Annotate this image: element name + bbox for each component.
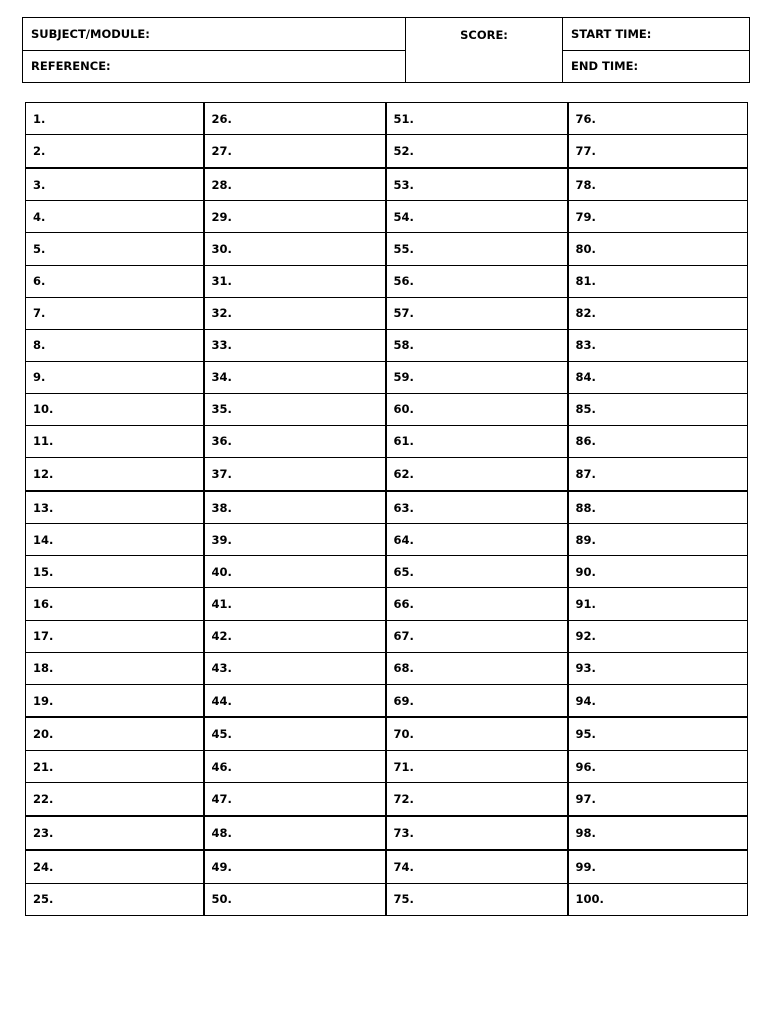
answer-cell[interactable] (26, 265, 204, 297)
answer-number: 30. (211, 242, 232, 256)
answer-number: 95. (575, 727, 596, 742)
answer-cell[interactable] (386, 620, 568, 652)
answer-number: 34. (211, 370, 232, 385)
answer-cell[interactable] (568, 783, 748, 816)
answer-cell[interactable] (204, 556, 386, 588)
answer-row (26, 265, 748, 297)
answer-number: 26. (211, 111, 232, 126)
answer-number: 25. (33, 892, 54, 907)
answer-number: 94. (575, 693, 596, 708)
answer-number: 84. (575, 370, 596, 385)
answer-cell[interactable] (204, 297, 386, 329)
answer-cell[interactable] (26, 751, 204, 783)
answer-row (26, 103, 748, 135)
answer-number: 52. (393, 143, 414, 158)
answer-number: 79. (575, 209, 596, 224)
answer-cell[interactable] (204, 717, 386, 750)
answer-number: 5. (33, 242, 46, 256)
answer-cell[interactable] (568, 201, 748, 233)
answer-number: 75. (393, 892, 414, 907)
answer-cell[interactable] (204, 620, 386, 652)
answer-cell[interactable] (386, 297, 568, 329)
end-time-field[interactable] (563, 50, 750, 83)
answer-number: 60. (393, 402, 414, 417)
answer-cell[interactable] (26, 850, 204, 883)
answer-number: 43. (211, 661, 232, 676)
answer-cell[interactable] (568, 588, 748, 620)
reference-label: REFERENCE: (31, 59, 111, 74)
answer-cell[interactable] (26, 201, 204, 233)
answer-number: 28. (211, 177, 232, 192)
answer-cell[interactable] (204, 329, 386, 361)
answer-cell[interactable] (204, 816, 386, 850)
start-time-label: START TIME: (571, 26, 652, 41)
answer-number: 53. (393, 177, 414, 192)
answer-cell[interactable] (204, 168, 386, 201)
answer-cell[interactable] (26, 168, 204, 201)
answer-number: 65. (393, 564, 414, 579)
answer-cell[interactable] (26, 297, 204, 329)
answer-cell[interactable] (204, 652, 386, 684)
answer-row (26, 816, 748, 850)
answer-row (26, 556, 748, 588)
answer-number: 73. (393, 825, 414, 840)
answer-row (26, 783, 748, 816)
answer-cell[interactable] (568, 620, 748, 652)
answer-cell[interactable] (204, 425, 386, 457)
answer-cell[interactable] (204, 265, 386, 297)
answer-number: 40. (211, 564, 232, 579)
answer-cell[interactable] (386, 103, 568, 135)
start-time-field[interactable] (563, 18, 750, 51)
answer-row (26, 652, 748, 684)
answer-cell[interactable] (386, 233, 568, 265)
answer-number: 63. (393, 500, 414, 515)
answer-number: 49. (211, 859, 232, 874)
answer-number: 37. (211, 466, 232, 481)
answer-cell[interactable] (204, 233, 386, 265)
answer-number: 85. (575, 402, 596, 417)
answer-row (26, 684, 748, 717)
answer-number: 17. (33, 629, 54, 644)
answer-cell[interactable] (568, 850, 748, 883)
answer-number: 87. (575, 466, 596, 481)
answer-cell[interactable] (568, 135, 748, 168)
answer-cell[interactable] (26, 684, 204, 717)
answer-cell[interactable] (568, 265, 748, 297)
answer-row (26, 297, 748, 329)
answer-cell[interactable] (26, 783, 204, 816)
answer-number: 7. (33, 306, 46, 321)
answer-cell[interactable] (386, 524, 568, 556)
answer-cell[interactable] (386, 201, 568, 233)
answer-number: 32. (211, 306, 232, 321)
answer-cell[interactable] (386, 135, 568, 168)
header-table (22, 17, 750, 83)
answer-cell[interactable] (26, 556, 204, 588)
answer-cell[interactable] (26, 524, 204, 556)
header-row-2 (23, 50, 750, 83)
answer-number: 47. (211, 791, 232, 806)
answer-number: 9. (33, 370, 46, 385)
answer-cell[interactable] (386, 393, 568, 425)
answer-cell[interactable] (204, 524, 386, 556)
answer-cell[interactable] (26, 425, 204, 457)
answer-number: 69. (393, 693, 414, 708)
answer-row (26, 491, 748, 524)
answer-cell[interactable] (386, 816, 568, 850)
answer-number: 77. (575, 143, 596, 158)
answer-number: 13. (33, 500, 54, 515)
answer-number: 2. (33, 143, 46, 158)
answer-number: 11. (33, 434, 54, 449)
answer-cell[interactable] (568, 524, 748, 556)
answer-row (26, 393, 748, 425)
answer-number: 6. (33, 274, 46, 289)
answer-number: 18. (33, 661, 54, 676)
answer-number: 74. (393, 859, 414, 874)
answer-number: 78. (575, 177, 596, 192)
answer-number: 100. (575, 892, 604, 907)
answer-cell[interactable] (386, 717, 568, 750)
subject-module-field[interactable] (23, 18, 406, 51)
answer-number: 96. (575, 759, 596, 774)
answer-row (26, 135, 748, 168)
answer-cell[interactable] (386, 491, 568, 524)
answer-cell[interactable] (204, 751, 386, 783)
answer-cell[interactable] (568, 297, 748, 329)
answer-number: 20. (33, 727, 54, 742)
answer-number: 92. (575, 629, 596, 644)
answer-row (26, 458, 748, 491)
answer-row (26, 425, 748, 457)
answer-cell[interactable] (568, 751, 748, 783)
answer-cell[interactable] (568, 652, 748, 684)
answer-number: 71. (393, 759, 414, 774)
answer-number: 99. (575, 859, 596, 874)
answer-cell[interactable] (386, 588, 568, 620)
answer-number: 36. (211, 434, 232, 449)
answer-cell[interactable] (204, 201, 386, 233)
answer-cell[interactable] (386, 168, 568, 201)
answer-number: 56. (393, 274, 414, 289)
answer-cell[interactable] (26, 652, 204, 684)
answer-number: 3. (33, 177, 46, 192)
answer-number: 91. (575, 597, 596, 612)
answer-number: 38. (211, 500, 232, 515)
answer-number: 42. (211, 629, 232, 644)
answer-cell[interactable] (204, 883, 386, 915)
answer-number: 93. (575, 661, 596, 676)
answer-cell[interactable] (204, 361, 386, 393)
answer-row (26, 329, 748, 361)
answer-number: 82. (575, 306, 596, 321)
answer-number: 89. (575, 532, 596, 547)
answer-cell[interactable] (568, 458, 748, 491)
answer-number: 51. (393, 111, 414, 126)
answer-number: 19. (33, 693, 54, 708)
answer-number: 44. (211, 693, 232, 708)
answer-cell[interactable] (204, 783, 386, 816)
answer-number: 88. (575, 500, 596, 515)
answer-number: 35. (211, 402, 232, 417)
answer-cell[interactable] (568, 816, 748, 850)
answer-cell[interactable] (26, 491, 204, 524)
answer-cell[interactable] (204, 458, 386, 491)
answer-cell[interactable] (568, 684, 748, 717)
answer-number: 1. (33, 111, 46, 126)
answer-cell[interactable] (26, 361, 204, 393)
answer-number: 22. (33, 791, 54, 806)
answer-row (26, 201, 748, 233)
answer-cell[interactable] (26, 588, 204, 620)
answer-number: 24. (33, 859, 54, 874)
answer-cell[interactable] (26, 458, 204, 491)
answer-number: 29. (211, 209, 232, 224)
answer-number: 70. (393, 727, 414, 742)
answer-cell[interactable] (26, 233, 204, 265)
answer-cell[interactable] (568, 329, 748, 361)
answer-cell[interactable] (568, 717, 748, 750)
answer-number: 27. (211, 143, 232, 158)
answer-cell[interactable] (26, 883, 204, 915)
answer-row (26, 620, 748, 652)
answer-cell[interactable] (26, 103, 204, 135)
score-label: SCORE: (460, 28, 508, 42)
answer-number: 83. (575, 338, 596, 353)
answer-number: 55. (393, 242, 414, 256)
answer-table-body (26, 103, 748, 916)
answer-cell[interactable] (386, 329, 568, 361)
answer-cell[interactable] (204, 103, 386, 135)
answer-cell[interactable] (386, 458, 568, 491)
answer-row (26, 168, 748, 201)
answer-cell[interactable] (26, 620, 204, 652)
answer-row (26, 361, 748, 393)
answer-number: 57. (393, 306, 414, 321)
answer-row (26, 588, 748, 620)
answer-cell[interactable] (204, 588, 386, 620)
answer-number: 41. (211, 597, 232, 612)
answer-row (26, 233, 748, 265)
answer-cell[interactable] (568, 883, 748, 915)
answer-row (26, 717, 748, 750)
answer-row (26, 883, 748, 915)
answer-cell[interactable] (26, 135, 204, 168)
answer-cell[interactable] (26, 717, 204, 750)
answer-cell[interactable] (568, 103, 748, 135)
answer-number: 14. (33, 532, 54, 547)
answer-row (26, 751, 748, 783)
answer-number: 54. (393, 209, 414, 224)
answer-cell[interactable] (204, 393, 386, 425)
answer-cell[interactable] (26, 393, 204, 425)
answer-number: 12. (33, 466, 54, 481)
answer-number: 46. (211, 759, 232, 774)
answer-number: 62. (393, 466, 414, 481)
answer-cell[interactable] (386, 684, 568, 717)
answer-number: 61. (393, 434, 414, 449)
answer-cell[interactable] (26, 329, 204, 361)
answer-cell[interactable] (386, 361, 568, 393)
score-field[interactable] (406, 18, 563, 83)
answer-cell[interactable] (204, 135, 386, 168)
answer-number: 97. (575, 791, 596, 806)
answer-number: 98. (575, 825, 596, 840)
answer-table (25, 102, 748, 916)
reference-field[interactable] (23, 50, 406, 83)
answer-number: 80. (575, 242, 596, 256)
answer-number: 68. (393, 661, 414, 676)
answer-number: 81. (575, 274, 596, 289)
answer-cell[interactable] (26, 816, 204, 850)
answer-cell[interactable] (204, 850, 386, 883)
answer-number: 58. (393, 338, 414, 353)
answer-cell[interactable] (568, 233, 748, 265)
answer-number: 8. (33, 338, 46, 353)
answer-cell[interactable] (568, 168, 748, 201)
answer-cell[interactable] (386, 751, 568, 783)
answer-row (26, 524, 748, 556)
answer-number: 86. (575, 434, 596, 449)
answer-number: 67. (393, 629, 414, 644)
answer-number: 31. (211, 274, 232, 289)
answer-number: 66. (393, 597, 414, 612)
subject-module-label: SUBJECT/MODULE: (31, 26, 150, 41)
answer-number: 64. (393, 532, 414, 547)
answer-cell[interactable] (386, 652, 568, 684)
answer-number: 33. (211, 338, 232, 353)
answer-cell[interactable] (386, 265, 568, 297)
header-row-1 (23, 18, 750, 51)
answer-cell[interactable] (204, 684, 386, 717)
answer-number: 59. (393, 370, 414, 385)
answer-cell[interactable] (568, 491, 748, 524)
answer-number: 4. (33, 209, 46, 224)
answer-cell[interactable] (204, 491, 386, 524)
answer-cell[interactable] (386, 556, 568, 588)
answer-cell[interactable] (568, 361, 748, 393)
end-time-label: END TIME: (571, 59, 639, 74)
answer-number: 15. (33, 564, 54, 579)
answer-number: 16. (33, 597, 54, 612)
answer-cell[interactable] (386, 783, 568, 816)
answer-number: 45. (211, 727, 232, 742)
answer-number: 50. (211, 892, 232, 907)
answer-cell[interactable] (386, 425, 568, 457)
answer-number: 23. (33, 825, 54, 840)
answer-number: 72. (393, 791, 414, 806)
answer-cell[interactable] (568, 393, 748, 425)
answer-number: 48. (211, 825, 232, 840)
answer-row (26, 850, 748, 883)
answer-cell[interactable] (568, 425, 748, 457)
answer-cell[interactable] (386, 883, 568, 915)
answer-number: 21. (33, 759, 54, 774)
answer-number: 10. (33, 402, 54, 417)
answer-cell[interactable] (386, 850, 568, 883)
answer-number: 39. (211, 532, 232, 547)
answer-number: 90. (575, 564, 596, 579)
answer-number: 76. (575, 111, 596, 126)
answer-cell[interactable] (568, 556, 748, 588)
